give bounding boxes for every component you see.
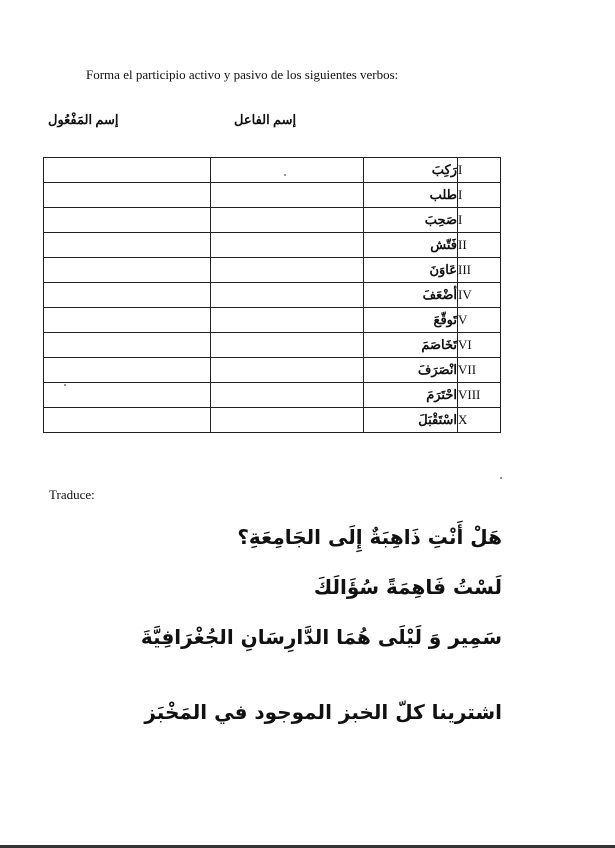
instruction-text: Forma el participio activo y pasivo de los siguientes verbos: [86, 67, 399, 82]
verb-form-cell: II [458, 233, 501, 258]
verb-form-cell: I [458, 208, 501, 233]
active-participle-cell[interactable] [211, 183, 364, 208]
sentence-1: هَلْ أَنْتِ ذَاهِبَةٌ إِلَى الجَامِعَةِ؟ [237, 525, 502, 549]
verb-form-cell: V [458, 308, 501, 333]
table-row [44, 408, 501, 433]
passive-participle-cell[interactable] [44, 233, 211, 258]
table-row [44, 283, 501, 308]
verb-cell: تَخَاصَمَ [364, 333, 458, 358]
verbs-table [43, 157, 501, 433]
verb-cell: انْصَرَفَ [364, 358, 458, 383]
verb-cell: أضْعَفَ [364, 283, 458, 308]
verb-form-cell: III [458, 258, 501, 283]
active-participle-cell[interactable] [211, 333, 364, 358]
active-participle-cell[interactable] [211, 383, 364, 408]
verb-form-cell: I [458, 158, 501, 183]
active-participle-cell[interactable] [211, 258, 364, 283]
verb-cell: طلب [364, 183, 458, 208]
table-row [44, 183, 501, 208]
verb-cell: احْتَرَمَ [364, 383, 458, 408]
table-row [44, 158, 501, 183]
active-participle-cell[interactable] [211, 208, 364, 233]
sentence-4: اشترينا كلّ الخبز الموجود في المَخْبَز [144, 700, 502, 724]
active-participle-cell[interactable] [211, 358, 364, 383]
table-row [44, 383, 501, 408]
verb-form-cell: I [458, 183, 501, 208]
sentence-2: لَسْتُ فَاهِمَةً سُؤَالَكَ [313, 575, 502, 599]
verb-cell: رَكِبَ [364, 158, 458, 183]
speck-mark [284, 174, 286, 176]
passive-participle-cell[interactable] [44, 358, 211, 383]
passive-participle-cell[interactable] [44, 158, 211, 183]
passive-participle-cell[interactable] [44, 333, 211, 358]
active-participle-header: إسم الفاعل [234, 112, 297, 127]
table-row [44, 258, 501, 283]
verb-form-cell: VIII [458, 383, 501, 408]
verb-form-cell: IV [458, 283, 501, 308]
passive-participle-header: إسم المَفْعُول [48, 112, 119, 127]
traduce-label: Traduce: [49, 487, 95, 502]
verb-cell: اسْتَقْبَلَ [364, 408, 458, 433]
active-participle-cell[interactable] [211, 283, 364, 308]
verb-cell: فَتّش [364, 233, 458, 258]
passive-participle-cell[interactable] [44, 308, 211, 333]
table-row [44, 333, 501, 358]
active-participle-cell[interactable] [211, 233, 364, 258]
passive-participle-cell[interactable] [44, 258, 211, 283]
sentence-3: سَمِير وَ لَيْلَى هُمَا الدَّارِسَانِ الجُغْرَافِيَّةَ [140, 625, 502, 649]
table-row [44, 358, 501, 383]
verb-cell: عَاوَنَ [364, 258, 458, 283]
verb-cell: تَوقّعَ [364, 308, 458, 333]
table-row [44, 308, 501, 333]
passive-participle-cell[interactable] [44, 408, 211, 433]
passive-participle-cell[interactable] [44, 283, 211, 308]
table-row [44, 233, 501, 258]
passive-participle-cell[interactable] [44, 208, 211, 233]
passive-participle-cell[interactable] [44, 183, 211, 208]
passive-participle-cell[interactable] [44, 383, 211, 408]
active-participle-cell[interactable] [211, 308, 364, 333]
speck-mark [500, 477, 502, 479]
active-participle-cell[interactable] [211, 408, 364, 433]
verb-cell: صَحِبَ [364, 208, 458, 233]
verb-form-cell: X [458, 408, 501, 433]
verb-form-cell: VII [458, 358, 501, 383]
active-participle-cell[interactable] [211, 158, 364, 183]
table-row [44, 208, 501, 233]
verb-form-cell: VI [458, 333, 501, 358]
speck-mark [64, 384, 66, 386]
